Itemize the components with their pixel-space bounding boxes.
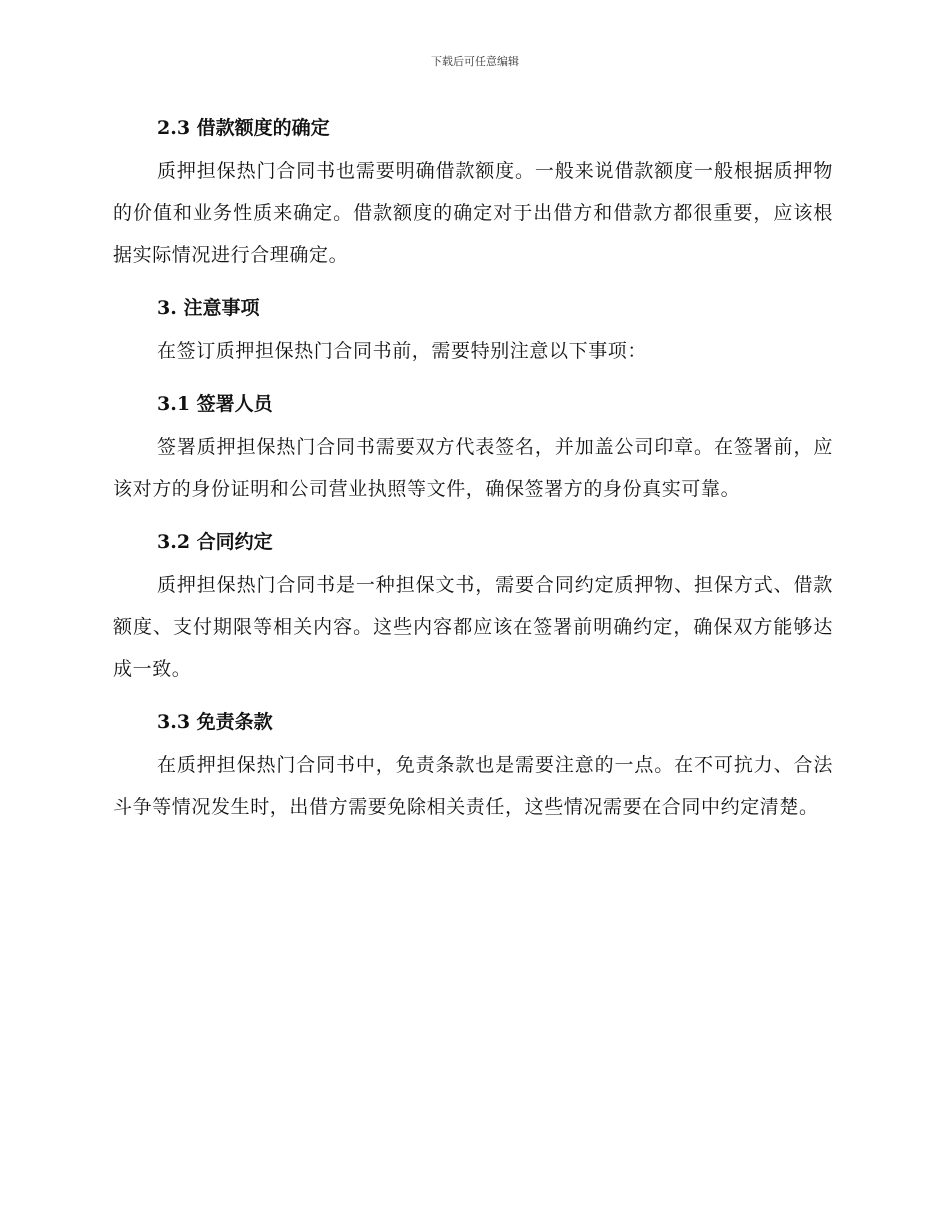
section-heading: 3.3 免责条款 [157, 711, 273, 733]
section-2-3 [113, 106, 833, 276]
section-paragraph: 质押担保热门合同书是一种担保文书，需要合同约定质押物、担保方式、借款额度、支付期限等相关内容。这些内容都应该在签署前明确约定，确保双方能够达成一致。 [113, 574, 833, 680]
section-heading: 3.1 签署人员 [157, 393, 273, 415]
section-paragraph: 在质押担保热门合同书中，免责条款也是需要注意的一点。在不可抗力、合法斗争等情况发生时，出借方需要免除相关责任，这些情况需要在合同中约定清楚。 [113, 754, 833, 818]
section-3-2 [113, 520, 833, 690]
section-paragraph: 签署质押担保热门合同书需要双方代表签名，并加盖公司印章。在签署前，应该对方的身份证明和公司营业执照等文件，确保签署方的身份真实可靠。 [113, 436, 833, 500]
page-header: 下载后可任意编辑 [431, 55, 519, 68]
document-body [113, 106, 833, 838]
section-paragraph: 质押担保热门合同书也需要明确借款额度。一般来说借款额度一般根据质押物的价值和业务性质来确定。借款额度的确定对于出借方和借款方都很重要，应该根据实际情况进行合理确定。 [113, 160, 833, 266]
section-heading: 3.2 合同约定 [157, 531, 273, 553]
section-3-3 [113, 700, 833, 828]
section-3-1 [113, 382, 833, 510]
section-3 [113, 286, 833, 372]
section-heading: 2.3 借款额度的确定 [157, 117, 330, 139]
section-heading: 3. 注意事项 [157, 297, 260, 319]
section-paragraph: 在签订质押担保热门合同书前，需要特别注意以下事项： [157, 340, 648, 362]
